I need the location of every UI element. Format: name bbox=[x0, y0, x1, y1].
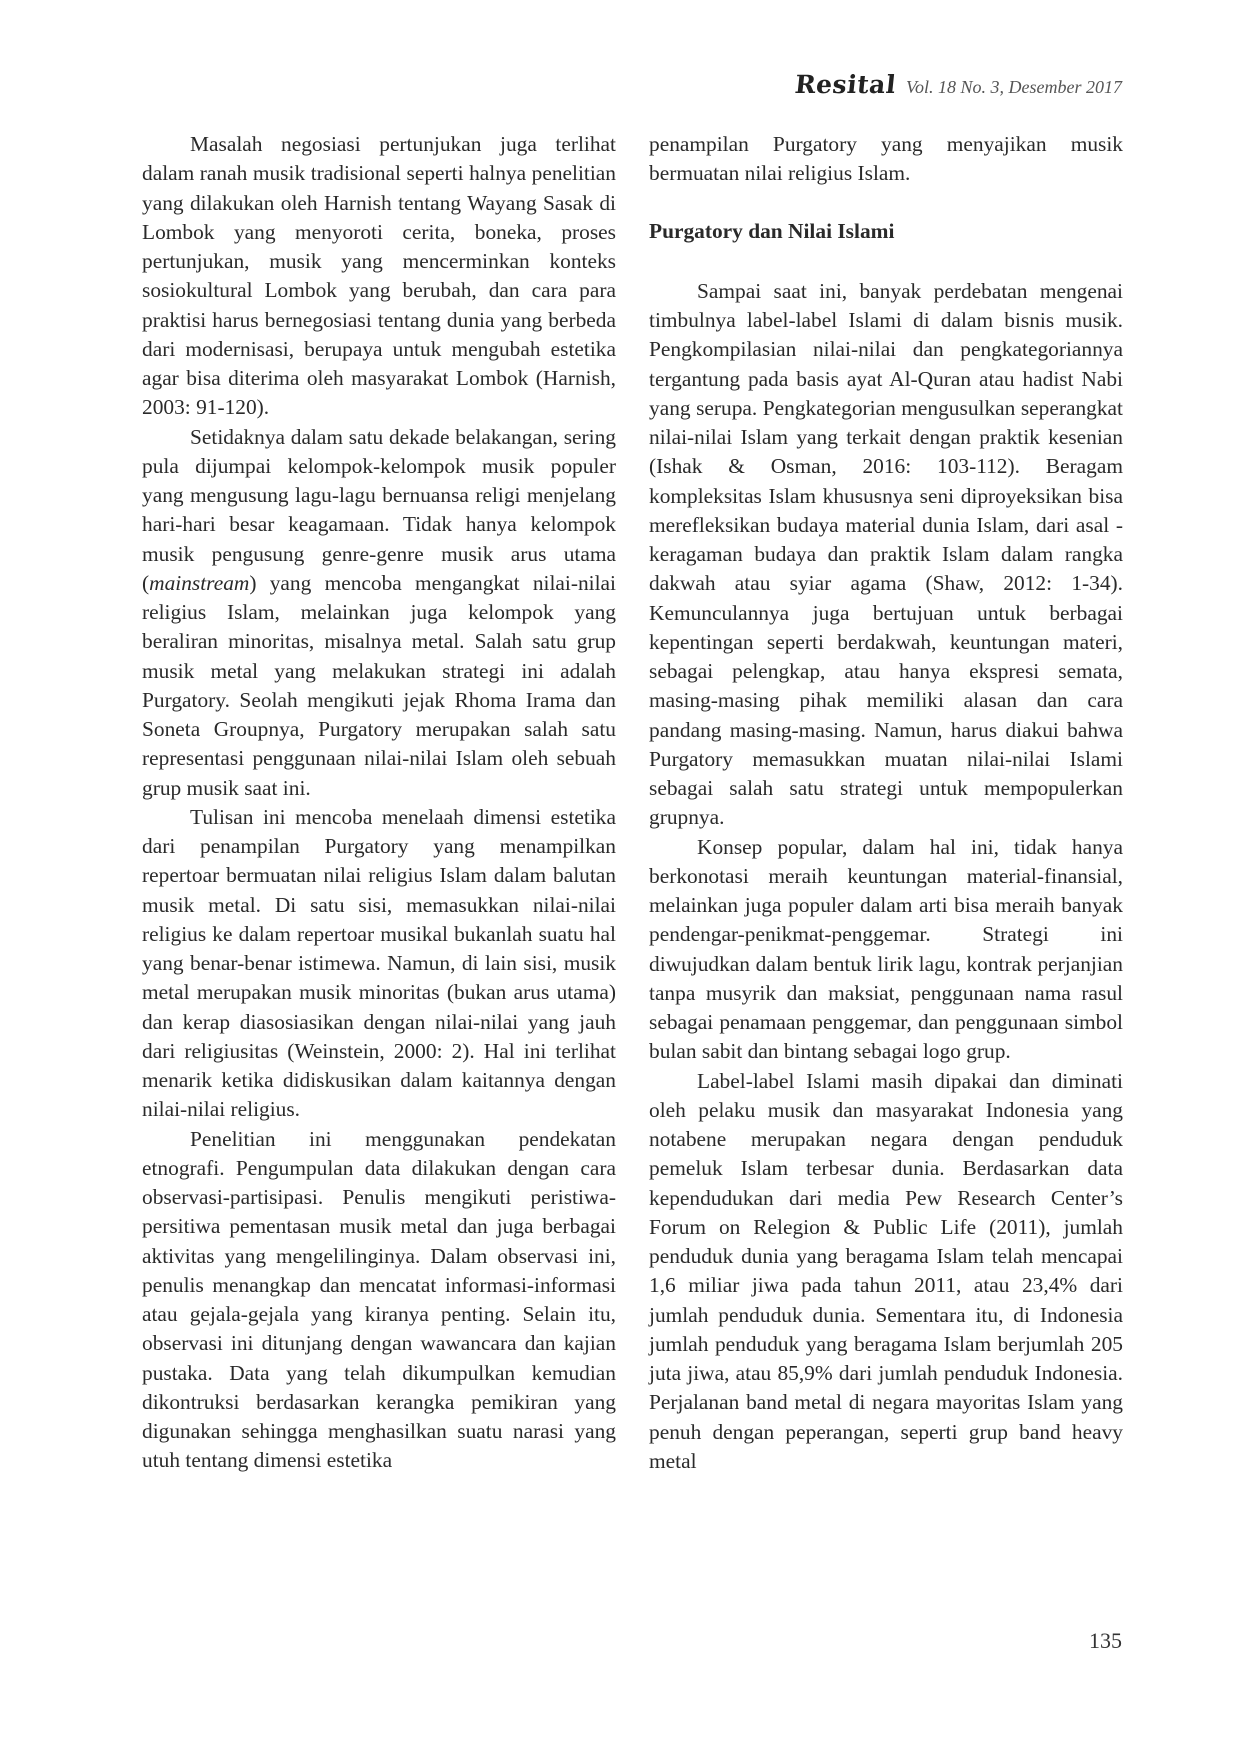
paragraph-text: Setidaknya dalam satu dekade belakangan, sering pula dijumpai kelompok-kelompok musik populer yang mengusung lagu-lagu bernuansa religi menjelang hari-hari besar keagamaan. Tidak hanya kelompok musik pengusung genre-genre musik arus utama ( bbox=[142, 424, 616, 595]
page-number: 135 bbox=[1089, 1628, 1122, 1653]
paragraph bbox=[142, 423, 616, 803]
left-column bbox=[142, 130, 616, 1476]
paragraph: Penelitian ini menggunakan pendekatan etnografi. Pengumpulan data dilakukan dengan cara observasi-partisipasi. Penulis mengikuti peristiwa-persitiwa pementasan musik metal dan juga berbagai aktivitas yang mengelilinginya. Dalam observasi ini, penulis menangkap dan mencatat informasi-informasi atau gejala-gejala yang kiranya penting. Selain itu, observasi ini ditunjang dengan wawancara dan kajian pustaka. Data yang telah dikumpulkan kemudian dikontruksi berdasarkan kerangka pemikiran yang digunakan sehingga menghasilkan suatu narasi yang utuh tentang dimensi estetika bbox=[142, 1126, 616, 1473]
volume-info: Vol. 18 No. 3, Desember 2017 bbox=[906, 77, 1122, 97]
right-column bbox=[649, 130, 1123, 1476]
paragraph: Konsep popular, dalam hal ini, tidak hanya berkonotasi meraih keuntungan material-finansial, melainkan juga populer dalam arti bisa meraih banyak pendengar-penikmat-penggemar. Strategi ini diwujudkan dalam bentuk lirik lagu, kontrak perjanjian tanpa musyrik dan maksiat, penggunaan nama rasul sebagai penamaan penggemar, dan penggunaan simbol bulan sabit dan bintang sebagai logo grup. bbox=[649, 834, 1123, 1064]
paragraph-text: ) yang mencoba mengangkat nilai-nilai religius Islam, melainkan juga kelompok yang beraliran minoritas, misalnya metal. Salah satu grup musik metal yang melakukan strategi ini adalah Purgatory. Seolah mengikuti jejak Rhoma Irama dan Soneta Groupnya, Purgatory merupakan salah satu representasi penggunaan nilai-nilai Islam oleh sebuah grup musik saat ini. bbox=[142, 570, 616, 800]
journal-name: Resital bbox=[793, 70, 898, 99]
paragraph: Sampai saat ini, banyak perdebatan mengenai timbulnya label-label Islami di dalam bisnis musik. Pengkompilasian nilai-nilai dan pengkategoriannya tergantung pada basis ayat Al-Quran atau hadist Nabi yang serupa. Pengkategorian mengusulkan seperangkat nilai-nilai Islam yang terkait dengan praktik kesenian (Ishak & Osman, 2016: 103-112). Beragam kompleksitas Islam khususnya seni diproyeksikan bisa merefleksikan budaya material dunia Islam, dari asal - keragaman budaya dan praktik Islam dalam rangka dakwah atau syiar agama (Shaw, 2012: 1-34). Kemunculannya juga bertujuan untuk berbagai kepentingan seperti berdakwah, keuntungan materi, sebagai pelengkap, atau hanya ekspresi semata, masing-masing pihak memiliki alasan dan cara pandang masing-masing. Namun, harus diakui bahwa Purgatory memasukkan muatan nilai-nilai Islami sebagai salah satu strategi untuk mempopulerkan grupnya. bbox=[649, 278, 1123, 830]
paragraph-continued: penampilan Purgatory yang menyajikan musik bermuatan nilai religius Islam. bbox=[649, 132, 1123, 186]
running-header bbox=[795, 70, 1122, 99]
paragraph: Tulisan ini mencoba menelaah dimensi estetika dari penampilan Purgatory yang menampilkan repertoar bermuatan nilai religius Islam dalam balutan musik metal. Di satu sisi, memasukkan nilai-nilai religius ke dalam repertoar musikal bukanlah suatu hal yang benar-benar istimewa. Namun, di lain sisi, musik metal merupakan musik minoritas (bukan arus utama) dan kerap diasosiasikan dengan nilai-nilai yang jauh dari religiusitas (Weinstein, 2000: 2). Hal ini terlihat menarik ketika didiskusikan dalam kaitannya dengan nilai-nilai religius. bbox=[142, 804, 616, 1122]
paragraph: Masalah negosiasi pertunjukan juga terlihat dalam ranah musik tradisional seperti halnya penelitian yang dilakukan oleh Harnish tentang Wayang Sasak di Lombok yang menyoroti cerita, boneka, proses pertunjukan, musik yang mencerminkan konteks sosiokultural Lombok yang berubah, dan cara para praktisi harus bernegosiasi tentang dunia yang berbeda dari modernisasi, berupaya untuk mengubah estetika agar bisa diterima oleh masyarakat Lombok (Harnish, 2003: 91-120). bbox=[142, 132, 616, 420]
italic-term: mainstream bbox=[149, 570, 250, 595]
paragraph: Label-label Islami masih dipakai dan diminati oleh pelaku musik dan masyarakat Indonesia yang notabene merupakan negara dengan penduduk pemeluk Islam terbesar dunia. Berdasarkan data kependudukan dari media Pew Research Center’s Forum on Relegion & Public Life (2011), jumlah penduduk dunia yang beragama Islam telah mencapai 1,6 miliar jiwa pada tahun 2011, atau 23,4% dari jumlah penduduk dunia. Sementara itu, di Indonesia jumlah penduduk yang beragama Islam berjumlah 205 juta jiwa, atau 85,9% dari jumlah penduduk Indonesia. Perjalanan band metal di negara mayoritas Islam yang penuh dengan peperangan, seperti grup band heavy metal bbox=[649, 1068, 1123, 1473]
section-heading: Purgatory dan Nilai Islami bbox=[649, 218, 895, 243]
